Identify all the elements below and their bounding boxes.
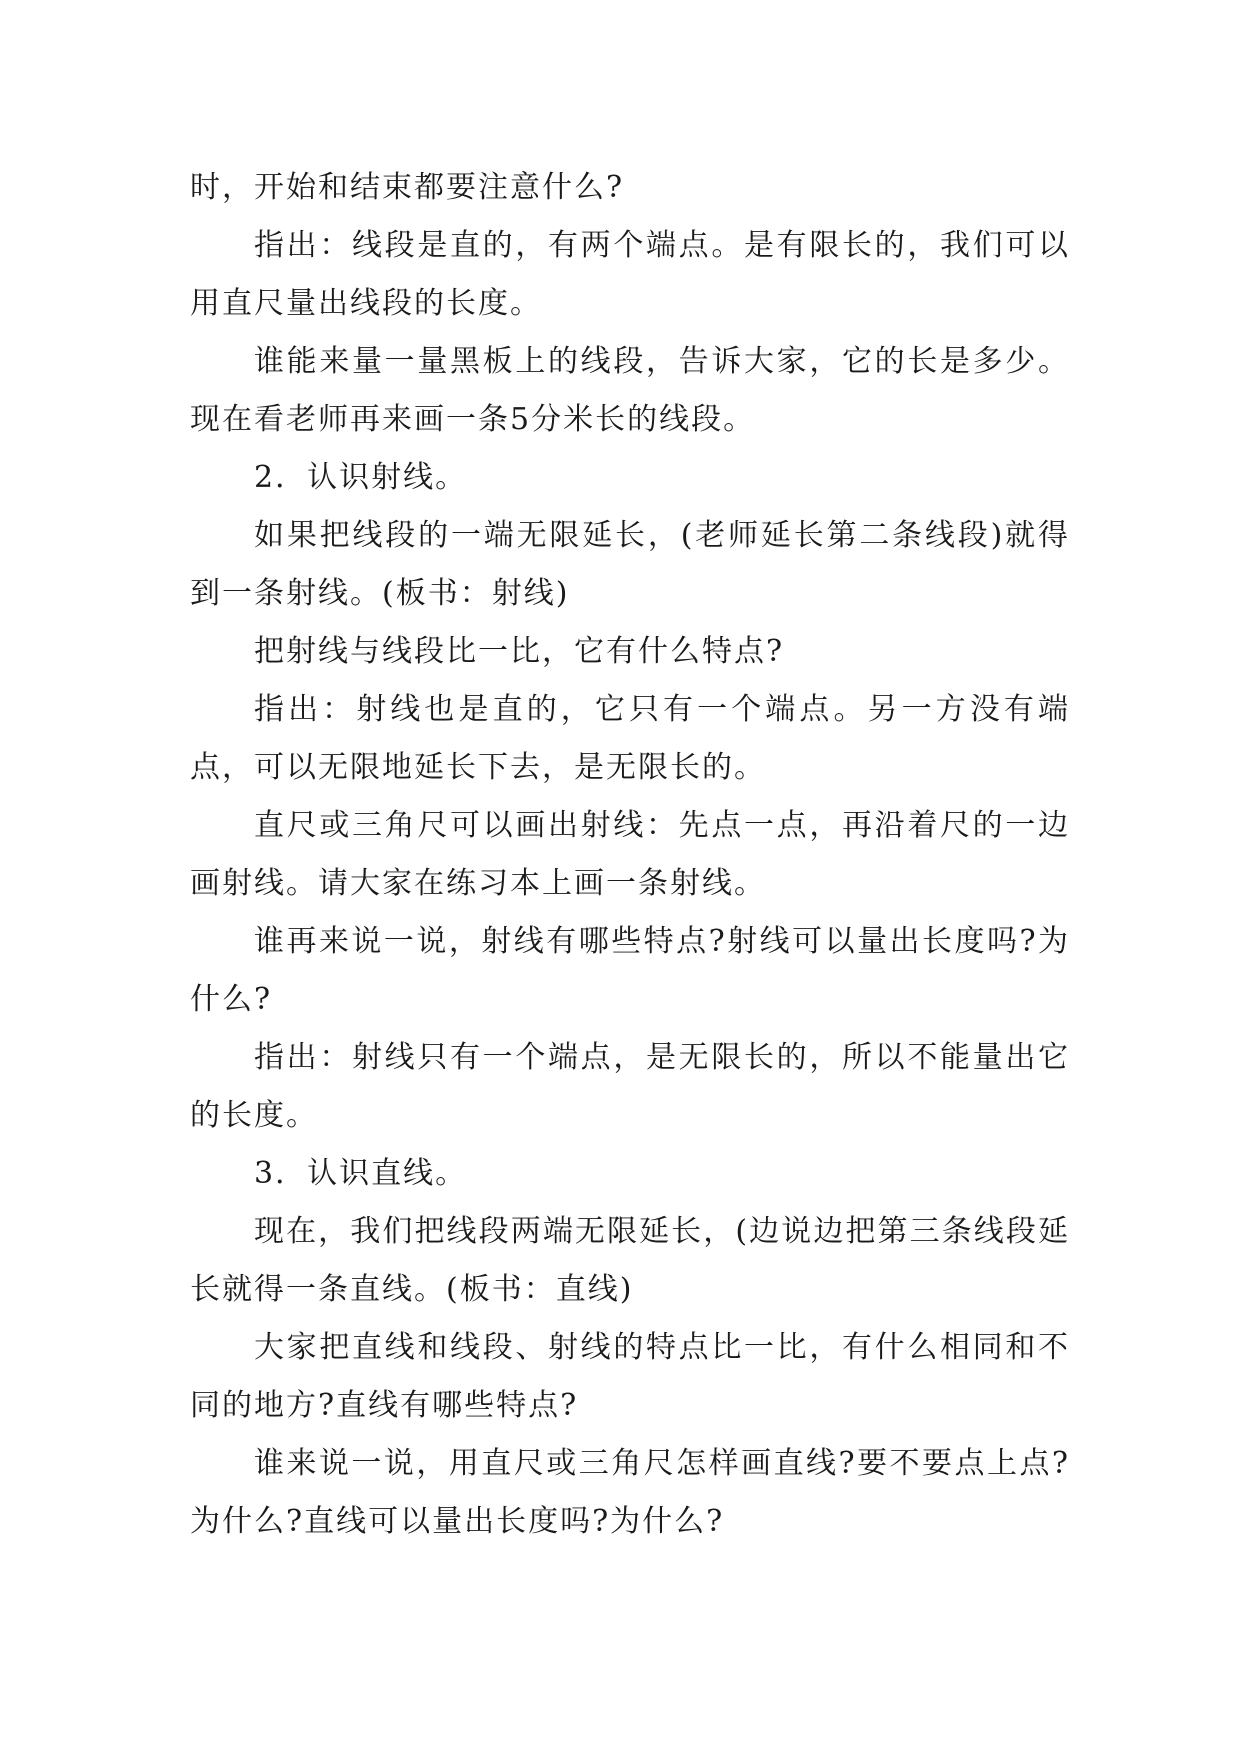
paragraph-12: 现在，我们把线段两端无限延长，(边说边把第三条线段延长就得一条直线。(板书：直线) (190, 1214, 1070, 1307)
paragraph-14: 谁来说一说，用直尺或三角尺怎样画直线?要不要点上点?为什么?直线可以量出长度吗?为什么? (190, 1446, 1070, 1539)
paragraph-3: 谁能来量一量黑板上的线段，告诉大家，它的长是多少。现在看老师再来画一条5分米长的线段。 (190, 344, 1070, 437)
document-body (190, 159, 1070, 1551)
paragraph-10: 指出：射线只有一个端点，是无限长的，所以不能量出它的长度。 (190, 1040, 1070, 1133)
paragraph-1: 时，开始和结束都要注意什么? (190, 170, 625, 205)
section-heading-3: 3．认识直线。 (254, 1156, 468, 1191)
paragraph-6: 把射线与线段比一比，它有什么特点? (254, 634, 785, 669)
paragraph-8: 直尺或三角尺可以画出射线：先点一点，再沿着尺的一边画射线。请大家在练习本上画一条射线。 (190, 808, 1070, 901)
paragraph-2: 指出：线段是直的，有两个端点。是有限长的，我们可以用直尺量出线段的长度。 (190, 228, 1070, 321)
paragraph-13: 大家把直线和线段、射线的特点比一比，有什么相同和不同的地方?直线有哪些特点? (190, 1330, 1070, 1423)
paragraph-5: 如果把线段的一端无限延长，(老师延长第二条线段)就得到一条射线。(板书：射线) (190, 518, 1070, 611)
paragraph-7: 指出：射线也是直的，它只有一个端点。另一方没有端点，可以无限地延长下去，是无限长的。 (190, 692, 1070, 785)
section-heading-2: 2．认识射线。 (254, 460, 468, 495)
paragraph-9: 谁再来说一说，射线有哪些特点?射线可以量出长度吗?为什么? (190, 924, 1070, 1017)
